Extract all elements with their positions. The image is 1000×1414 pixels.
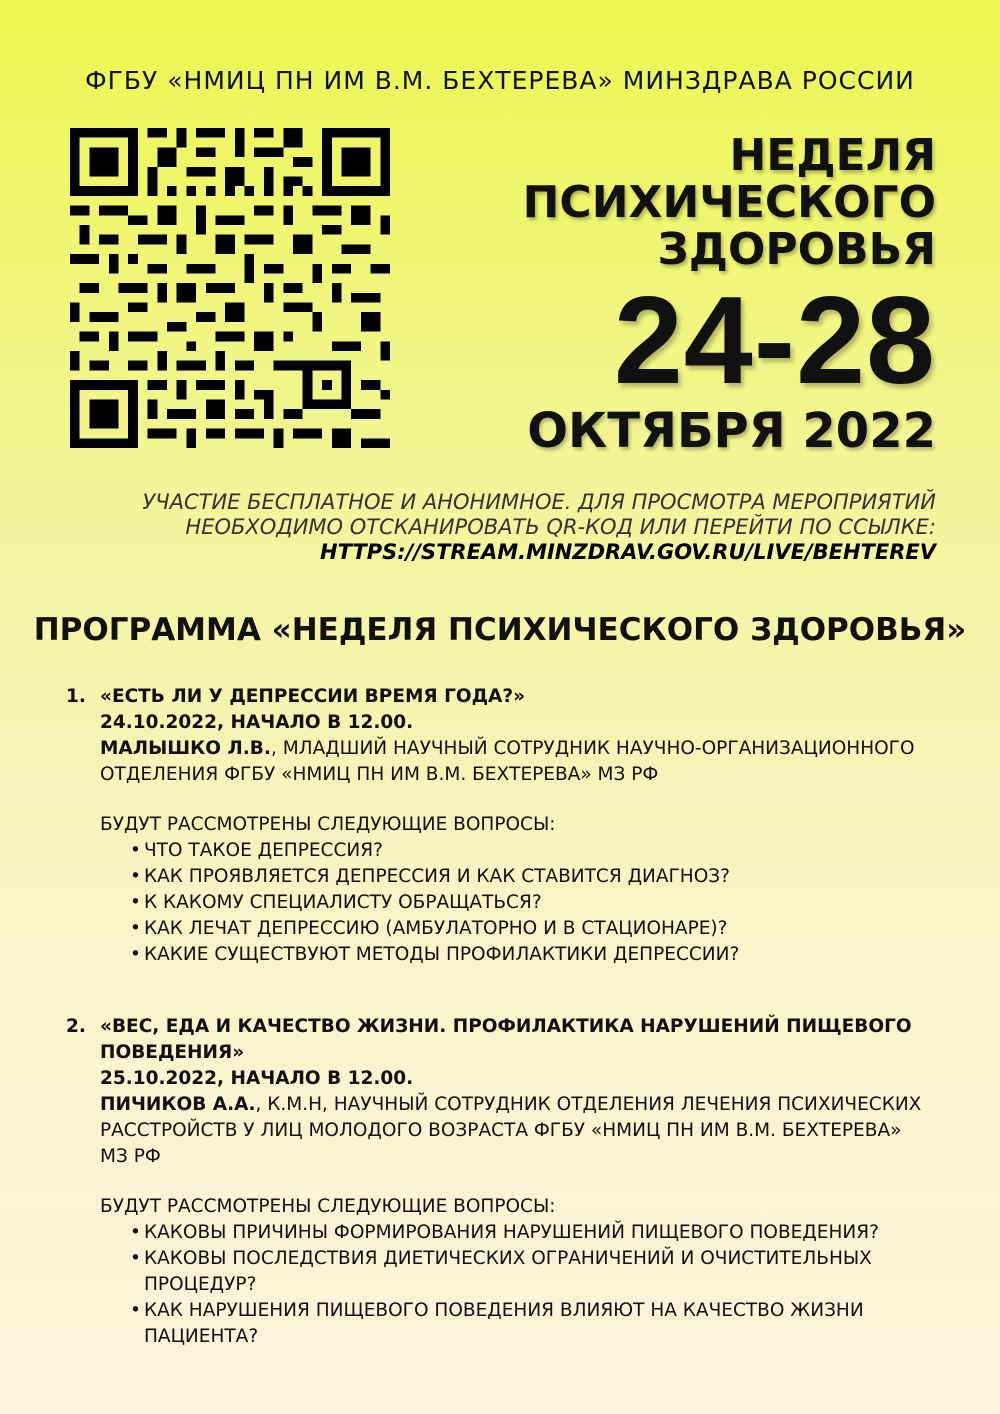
organization-header: ФГБУ «НМИЦ ПН ИМ В.М. БЕХТЕРЕВА» МИНЗДРАВА РОССИИ bbox=[85, 66, 915, 95]
event-title-block bbox=[523, 132, 936, 457]
event-title-line-1: НЕДЕЛЯ bbox=[729, 130, 936, 181]
list-item: • КАКОВЫ ПОСЛЕДСТВИЯ ДИЕТИЧЕСКИХ ОГРАНИЧЕНИЙ И ОЧИСТИТЕЛЬНЫХ ПРОЦЕДУР? bbox=[130, 1246, 890, 1298]
list-item: • КАКОВЫ ПРИЧИНЫ ФОРМИРОВАНИЯ НАРУШЕНИЙ ПИЩЕВОГО ПОВЕДЕНИЯ? bbox=[130, 1220, 890, 1246]
list-item: • КАК ЛЕЧАТ ДЕПРЕССИЮ (АМБУЛАТОРНО И В СТАЦИОНАРЕ)? bbox=[130, 916, 936, 942]
list-item: • КАК ПРОЯВЛЯЕТСЯ ДЕПРЕССИЯ И КАК СТАВИТСЯ ДИАГНОЗ? bbox=[130, 864, 936, 890]
speaker-info-continued: РАССТРОЙСТВ У ЛИЦ МОЛОДОГО ВОЗРАСТА ФГБУ «НМИЦ ПН ИМ В.М. БЕХТЕРЕВА» bbox=[100, 1120, 902, 1141]
questions-list bbox=[100, 838, 936, 968]
participation-note bbox=[142, 490, 936, 565]
list-item: • КАКИЕ СУЩЕСТВУЮТ МЕТОДЫ ПРОФИЛАКТИКИ ДЕПРЕССИИ? bbox=[130, 942, 936, 968]
questions-intro: БУДУТ РАССМОТРЕНЫ СЛЕДУЮЩИЕ ВОПРОСЫ: bbox=[100, 814, 556, 835]
speaker-info-continued-2: МЗ РФ bbox=[100, 1146, 161, 1167]
program-item-2 bbox=[66, 1014, 936, 1350]
list-item: • ЧТО ТАКОЕ ДЕПРЕССИЯ? bbox=[130, 838, 936, 864]
qr-finder-top-left bbox=[70, 128, 138, 196]
stream-link[interactable]: HTTPS://STREAM.MINZDRAV.GOV.RU/LIVE/BEHTEREV bbox=[320, 540, 936, 564]
speaker-info-continued: ОТДЕЛЕНИЯ ФГБУ «НМИЦ ПН ИМ В.М. БЕХТЕРЕВА» МЗ РФ bbox=[100, 764, 659, 785]
note-line-1: УЧАСТИЕ БЕСПЛАТНОЕ И АНОНИМНОЕ. ДЛЯ ПРОСМОТРА МЕРОПРИЯТИЙ bbox=[142, 490, 936, 514]
note-line-2: НЕОБХОДИМО ОТСКАНИРОВАТЬ QR-КОД ИЛИ ПЕРЕЙТИ ПО ССЫЛКЕ: bbox=[185, 515, 936, 539]
event-title-line-3: ЗДОРОВЬЯ bbox=[657, 224, 936, 275]
speaker-info: , МЛАДШИЙ НАУЧНЫЙ СОТРУДНИК НАУЧНО-ОРГАНИЗАЦИОННОГО bbox=[270, 738, 915, 759]
speaker-line bbox=[100, 736, 936, 762]
item-title: «ЕСТЬ ЛИ У ДЕПРЕССИИ ВРЕМЯ ГОДА?» bbox=[100, 686, 526, 707]
questions-intro: БУДУТ РАССМОТРЕНЫ СЛЕДУЮЩИЕ ВОПРОСЫ: bbox=[100, 1196, 556, 1217]
speaker-name: МАЛЫШКО Л.В. bbox=[100, 738, 271, 759]
program-title: ПРОГРАММА «НЕДЕЛЯ ПСИХИЧЕСКОГО ЗДОРОВЬЯ» bbox=[33, 612, 967, 648]
list-item: • КАК НАРУШЕНИЯ ПИЩЕВОГО ПОВЕДЕНИЯ ВЛИЯЮТ НА КАЧЕСТВО ЖИЗНИ ПАЦИЕНТА? bbox=[130, 1298, 890, 1350]
speaker-line bbox=[100, 1092, 936, 1118]
list-item: • К КАКОМУ СПЕЦИАЛИСТУ ОБРАЩАТЬСЯ? bbox=[130, 890, 936, 916]
item-date: 25.10.2022, НАЧАЛО В 12.00. bbox=[100, 1068, 414, 1089]
item-number: 2. bbox=[66, 1016, 86, 1037]
speaker-info: , К.М.Н, НАУЧНЫЙ СОТРУДНИК ОТДЕЛЕНИЯ ЛЕЧЕНИЯ ПСИХИЧЕСКИХ bbox=[255, 1094, 922, 1115]
program-item-1 bbox=[66, 684, 936, 968]
item-date: 24.10.2022, НАЧАЛО В 12.00. bbox=[100, 712, 414, 733]
item-title: «ВЕС, ЕДА И КАЧЕСТВО ЖИЗНИ. ПРОФИЛАКТИКА НАРУШЕНИЙ ПИЩЕВОГО bbox=[100, 1016, 912, 1037]
event-title-line-2: ПСИХИЧЕСКОГО bbox=[522, 177, 936, 228]
event-month-year: ОКТЯБРЯ 2022 bbox=[527, 403, 936, 459]
item-title-continued: ПОВЕДЕНИЯ» bbox=[100, 1042, 245, 1063]
event-dates: 24-28 bbox=[613, 272, 936, 410]
qr-finder-top-right bbox=[322, 128, 390, 196]
item-number: 1. bbox=[66, 686, 86, 707]
speaker-name: ПИЧИКОВ А.А. bbox=[100, 1094, 256, 1115]
qr-finder-bottom-left bbox=[70, 380, 138, 448]
qr-code[interactable] bbox=[70, 128, 390, 448]
questions-list bbox=[100, 1220, 890, 1350]
